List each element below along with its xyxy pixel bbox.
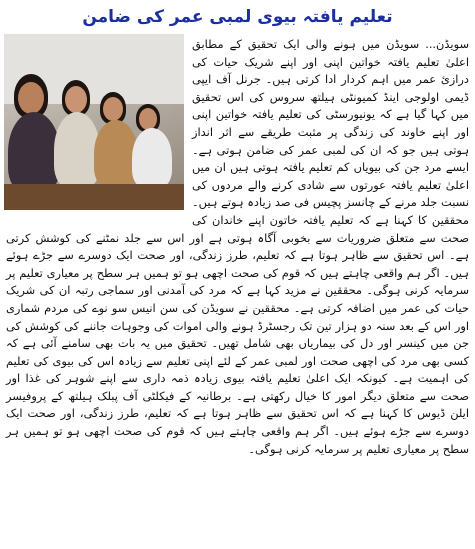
article-headline: تعلیم یافتہ بیوی لمبی عمر کی ضامن [82,7,393,27]
article-paragraph: سویڈن... سویڈن میں ہونے والی ایک تحقیق کے مطابق اعلیٰ تعلیم یافتہ خواتین اپنی اور اپنے شریک حیات کی درازیٔ عمر میں اہم کردار ادا کرتی ہیں۔ جرنل آف ایپی ڈیمی اولوجی اینڈ کمیونٹی ہیلتھ سروس کی اس تحقیق میں کہا گیا ہے کہ یونیورسٹی کی تعلیم یافتہ خواتین اپنی اور اپنے خاوند کی زندگی پر مثبت طریقے سے اثر انداز ہوتی ہیں جو کہ ان کی لمبی عمر کی ضامن ہوتی ہے۔ ایسے مرد جن کی بیویاں کم تعلیم یافتہ ہوتی ہیں ان میں اعلیٰ تعلیم یافتہ عورتوں سے شادی کرنے والے مردوں کی نسبت جلد مرنے کے چانسز پچیس فی صد زیادہ ہوتے ہیں۔ محققین کا کہنا ہے کہ تعلیم یافتہ خاتون اپنے خاندان کی صحت سے متعلق ضروریات سے بخوبی آگاہ ہوتی ہے اور اس سے جلد نمٹنے کی کوشش کرتی ہے۔ اس تحقیق سے ظاہر ہوتا ہے کہ تعلیم، طرز زندگی، اور صحت ایک دوسرے سے جڑے ہوئے ہیں۔ اگر ہم واقعی چاہتے ہیں کہ قوم کی صحت اچھی ہو تو ہمیں ہر سطح پر معیاری تعلیم پر سرمایہ کرنی ہوگی۔ محققین نے مزید کہا ہے کہ مرد کی آمدنی اور سماجی رتبہ ان کی شریک حیات کی عمر میں اضافہ کرتی ہے۔ محققین نے سویڈن کی سن انیس سو نوے کی مردم شماری اور اس کے بعد سنہ دو ہزار تین تک رجسٹرڈ ہونے والی اموات کی وجوہات جاننے کی کوشش کی جن میں کینسر اور دل کی بیماریاں بھی شامل تھیں۔ تحقیق میں یہ بات بھی سامنے آئی ہے کہ کسی بھی مرد کی اچھی صحت اور لمبی عمر کے لئے اپنی تعلیم سے زیادہ اس کی بیوی کی تعلیم کی اہمیت ہے۔ کیونکہ ایک اعلیٰ تعلیم یافتہ بیوی زیادہ ذمہ داری سے اپنے شوہر کی غذا اور صحت سے متعلق دیگر امور کا خیال رکھتی ہے۔ برطانیہ کے فیکلٹی آف پبلک ہیلتھ کے پروفیسر ایلن ڈیوس کا کہنا ہے کہ اس تحقیق سے ظاہر ہوتا ہے کہ تعلیم، طرز زندگی، اور صحت ایک دوسرے سے جڑے ہوئے ہیں۔ اگر ہم واقعی چاہتے ہیں کہ قوم کی صحت اچھی ہو تو ہمیں ہر سطح پر معیاری تعلیم پر سرمایہ کرنی ہوگی۔ [6,37,469,456]
article-body [6,36,469,458]
photo-space [6,36,192,214]
